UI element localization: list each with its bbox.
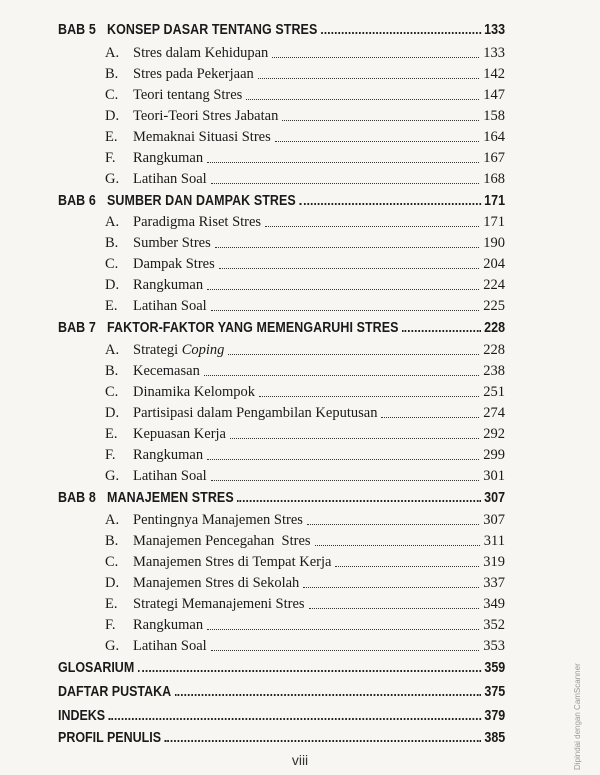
toc-entry[interactable] [105, 108, 505, 125]
chapter-title: KONSEP DASAR TENTANG STRES [107, 22, 318, 38]
dot-leader [175, 694, 481, 696]
entry-letter: C. [105, 87, 119, 103]
entry-page-number: 311 [483, 533, 505, 549]
entry-title: Dampak Stres [133, 256, 215, 272]
entry-title: Manajemen Stres di Tempat Kerja [133, 554, 332, 570]
dot-leader [211, 310, 480, 311]
entry-page-number: 319 [483, 554, 505, 570]
toc-entry[interactable] [105, 298, 505, 315]
entry-title: Kepuasan Kerja [133, 426, 226, 442]
dot-leader [258, 78, 479, 79]
toc-entry[interactable] [105, 405, 505, 422]
entry-title-text: Strategi [133, 342, 182, 358]
toc-entry[interactable] [105, 554, 505, 571]
dot-leader [211, 650, 480, 651]
dot-leader [303, 587, 479, 588]
entry-title: Rangkuman [133, 277, 204, 293]
dot-leader [315, 545, 480, 546]
entry-letter: G. [105, 171, 120, 187]
entry-page-number: 147 [483, 87, 505, 103]
entry-title: Pentingnya Manajemen Stres [133, 512, 303, 528]
entry-page-number: 164 [483, 129, 505, 145]
entry-letter: D. [105, 405, 120, 421]
scanner-watermark [573, 640, 587, 770]
chapter-label: BAB 5 [58, 22, 96, 38]
toc-entry[interactable] [105, 342, 505, 359]
end-matter-title: PROFIL PENULIS [58, 730, 162, 746]
dot-leader [309, 608, 480, 609]
dot-leader [211, 183, 480, 184]
chapter-heading[interactable] [58, 320, 505, 336]
entry-page-number: 204 [483, 256, 505, 272]
chapter-label: BAB 8 [58, 490, 96, 506]
entry-letter: D. [105, 575, 120, 591]
entry-page-number: 133 [483, 45, 505, 61]
chapter-page-number: 133 [484, 22, 506, 38]
toc-entry[interactable] [105, 447, 505, 464]
end-matter-page-number: 379 [484, 708, 506, 724]
end-matter-title: DAFTAR PUSTAKA [58, 684, 172, 700]
entry-title: Rangkuman [133, 150, 204, 166]
end-matter-title: GLOSARIUM [58, 660, 135, 676]
toc-entry[interactable] [105, 235, 505, 252]
entry-title: Rangkuman [133, 617, 204, 633]
dot-leader [207, 459, 479, 460]
entry-page-number: 301 [483, 468, 505, 484]
entry-title: Memaknai Situasi Stres [133, 129, 271, 145]
entry-page-number: 299 [483, 447, 505, 463]
entry-letter: A. [105, 214, 120, 230]
dot-leader [259, 396, 479, 397]
entry-letter: C. [105, 554, 119, 570]
entry-title: Partisipasi dalam Pengambilan Keputusan [133, 405, 378, 421]
chapter-page-number: 228 [484, 320, 506, 336]
entry-page-number: 352 [483, 617, 505, 633]
chapter-page-number: 171 [484, 193, 506, 209]
toc-entry[interactable] [105, 638, 505, 655]
entry-title: Latihan Soal [133, 298, 207, 314]
entry-letter: E. [105, 129, 118, 145]
entry-page-number: 167 [483, 150, 505, 166]
dot-leader [246, 99, 479, 100]
entry-title: Stres dalam Kehidupan [133, 45, 269, 61]
dot-leader [219, 268, 480, 269]
entry-page-number: 190 [483, 235, 505, 251]
dot-leader [204, 375, 479, 376]
entry-letter: F. [105, 447, 116, 463]
entry-title: Sumber Stres [133, 235, 211, 251]
dot-leader [228, 354, 479, 355]
end-matter-title: INDEKS [58, 708, 106, 724]
entry-page-number: 292 [483, 426, 505, 442]
toc-entry[interactable] [105, 45, 505, 62]
entry-page-number: 228 [483, 342, 505, 358]
toc-entry[interactable] [105, 87, 505, 104]
entry-title: Paradigma Riset Stres [133, 214, 262, 230]
dot-leader [307, 524, 479, 525]
end-matter-entry[interactable] [58, 684, 505, 700]
toc-entry[interactable] [105, 596, 505, 613]
end-matter-page-number: 375 [484, 684, 506, 700]
dot-leader [381, 417, 479, 418]
entry-page-number: 171 [483, 214, 505, 230]
toc-entry[interactable] [105, 363, 505, 380]
entry-page-number: 168 [483, 171, 505, 187]
toc-entry[interactable] [105, 617, 505, 634]
dot-leader [207, 629, 479, 630]
entry-title: Strategi Memanajemeni Stres [133, 596, 305, 612]
chapter-title: FAKTOR-FAKTOR YANG MEMENGARUHI STRES [107, 320, 399, 336]
end-matter-page-number: 359 [484, 660, 506, 676]
entry-page-number: 307 [483, 512, 505, 528]
dot-leader [335, 566, 479, 567]
entry-page-number: 353 [483, 638, 505, 654]
entry-page-number: 274 [483, 405, 505, 421]
entry-page-number: 349 [483, 596, 505, 612]
dot-leader [211, 480, 480, 481]
dot-leader [207, 162, 479, 163]
toc-entry[interactable] [105, 214, 505, 231]
toc-entry[interactable] [105, 171, 505, 188]
entry-letter: A. [105, 45, 120, 61]
toc-entry[interactable] [105, 66, 505, 83]
chapter-label: BAB 7 [58, 320, 96, 336]
dot-leader [272, 57, 479, 58]
dot-leader [164, 740, 480, 742]
entry-page-number: 158 [483, 108, 505, 124]
entry-letter: D. [105, 108, 120, 124]
entry-letter: C. [105, 384, 119, 400]
entry-title: Kecemasan [133, 363, 200, 379]
dot-leader [215, 247, 480, 248]
entry-page-number: 225 [483, 298, 505, 314]
entry-page-number: 251 [483, 384, 505, 400]
dot-leader [230, 438, 479, 439]
entry-letter: D. [105, 277, 120, 293]
page-number: viii [291, 752, 309, 768]
entry-letter: F. [105, 150, 116, 166]
entry-letter: E. [105, 426, 118, 442]
entry-letter: F. [105, 617, 116, 633]
entry-letter: B. [105, 533, 119, 549]
entry-title: Latihan Soal [133, 468, 207, 484]
chapter-heading[interactable] [58, 193, 505, 209]
dot-leader [402, 330, 481, 332]
chapter-title: MANAJEMEN STRES [107, 490, 234, 506]
toc-entry[interactable] [105, 150, 505, 167]
dot-leader [299, 203, 480, 205]
entry-letter: B. [105, 66, 119, 82]
entry-letter: G. [105, 638, 120, 654]
entry-title [133, 342, 224, 359]
toc-entry[interactable] [105, 426, 505, 443]
toc-entry[interactable] [105, 575, 505, 592]
entry-letter: G. [105, 468, 120, 484]
entry-letter: B. [105, 363, 119, 379]
entry-letter: C. [105, 256, 119, 272]
scanner-watermark-text: Dipindai dengan CamScanner [573, 663, 582, 770]
dot-leader [265, 226, 479, 227]
entry-letter: E. [105, 298, 118, 314]
entry-page-number: 224 [483, 277, 505, 293]
toc-entry[interactable] [105, 277, 505, 294]
entry-letter: E. [105, 596, 118, 612]
dot-leader [275, 141, 480, 142]
entry-title: Dinamika Kelompok [133, 384, 256, 400]
toc-entry[interactable] [105, 533, 505, 550]
entry-title: Manajemen Stres di Sekolah [133, 575, 300, 591]
entry-letter: B. [105, 235, 119, 251]
toc-entry[interactable] [105, 512, 505, 529]
entry-page-number: 337 [483, 575, 505, 591]
dot-leader [321, 32, 481, 34]
entry-title-italic: Coping [181, 342, 225, 358]
entry-letter: A. [105, 342, 120, 358]
entry-title: Manajemen Pencegahan Stres [133, 533, 311, 549]
chapter-page-number: 307 [484, 490, 506, 506]
entry-title: Latihan Soal [133, 171, 207, 187]
end-matter-page-number: 385 [484, 730, 506, 746]
dot-leader [109, 718, 481, 720]
entry-title: Teori-Teori Stres Jabatan [133, 108, 279, 124]
dot-leader [237, 500, 481, 502]
entry-title: Stres pada Pekerjaan [133, 66, 254, 82]
entry-title: Rangkuman [133, 447, 204, 463]
entry-title: Teori tentang Stres [133, 87, 243, 103]
end-matter-entry[interactable] [58, 730, 505, 746]
dot-leader [282, 120, 479, 121]
toc-entry[interactable] [105, 468, 505, 485]
toc-entry[interactable] [105, 129, 505, 146]
dot-leader [207, 289, 479, 290]
toc-entry[interactable] [105, 256, 505, 273]
chapter-title: SUMBER DAN DAMPAK STRES [107, 193, 296, 209]
entry-page-number: 142 [483, 66, 505, 82]
toc-entry[interactable] [105, 384, 505, 401]
chapter-heading[interactable] [58, 490, 505, 506]
chapter-label: BAB 6 [58, 193, 96, 209]
entry-page-number: 238 [483, 363, 505, 379]
end-matter-entry[interactable] [58, 660, 505, 676]
chapter-heading[interactable] [58, 22, 505, 38]
entry-letter: A. [105, 512, 120, 528]
dot-leader [138, 670, 481, 672]
end-matter-entry[interactable] [58, 708, 505, 724]
entry-title: Latihan Soal [133, 638, 207, 654]
